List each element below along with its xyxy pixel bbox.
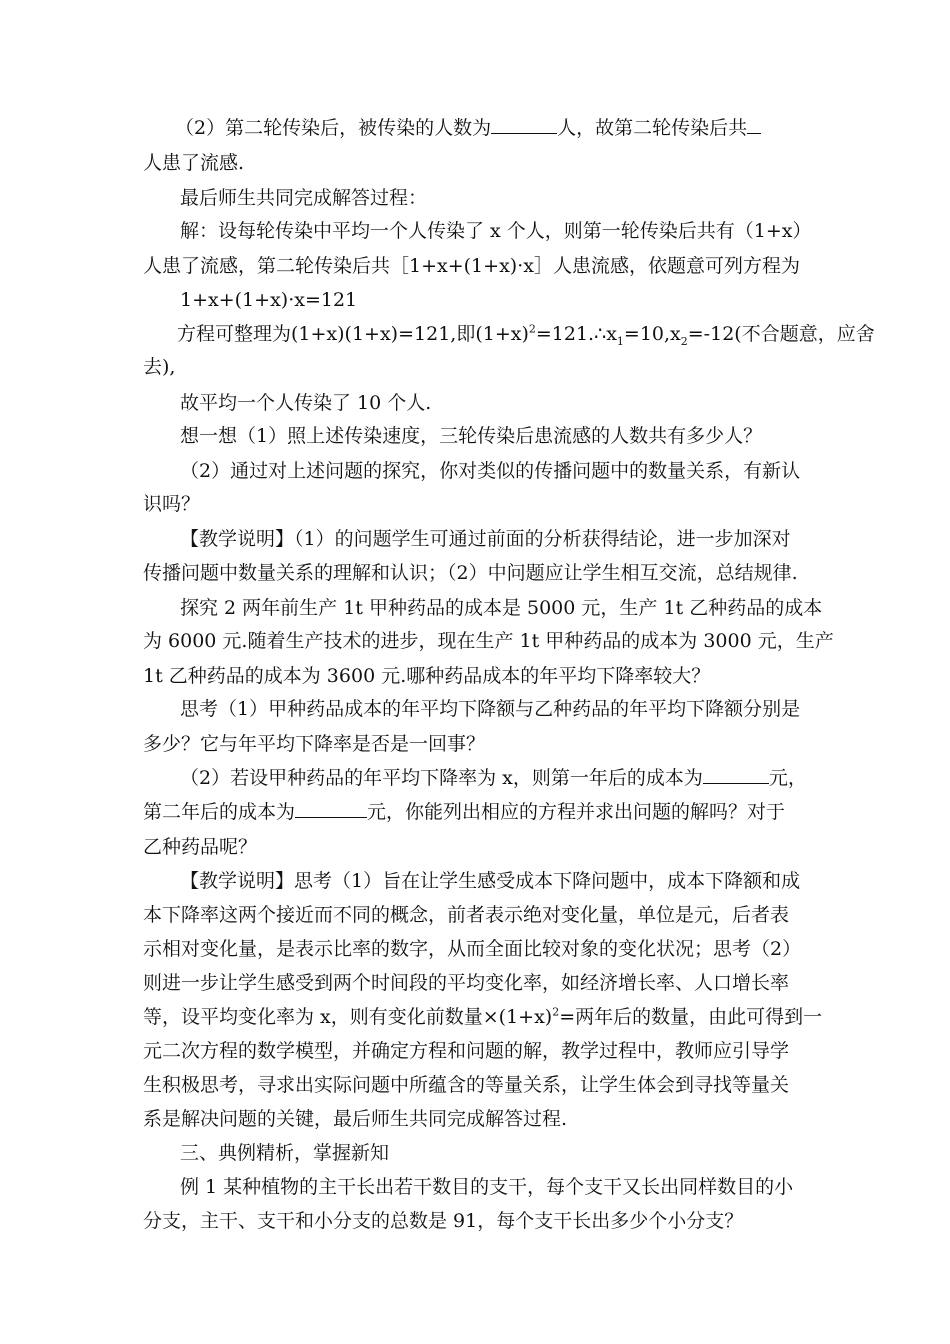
- section-heading: 三、典例精析，掌握新知: [180, 1142, 390, 1164]
- text-line: 【教学说明】思考（1）旨在让学生感受成本下降问题中，成本下降额和成: [180, 870, 801, 892]
- fill-in-blank: [491, 132, 557, 134]
- text-line: 1t 乙种药品的成本为 3600 元.哪种药品成本的年平均下降率较大？: [143, 665, 711, 687]
- text-line: 本下降率这两个接近而不同的概念，前者表示绝对变化量，单位是元，后者表: [143, 904, 790, 926]
- text-line: 探究 2 两年前生产 1t 甲种药品的成本是 5000 元，生产 1t 乙种药品的成本: [180, 597, 823, 619]
- text-line: 元二次方程的数学模型，并确定方程和问题的解，教学过程中，教师应引导学: [143, 1040, 790, 1062]
- text-line: 想一想（1）照上述传染速度，三轮传染后患流感的人数共有多少人？: [180, 425, 763, 447]
- text-line: 最后师生共同完成解答过程：: [180, 187, 428, 209]
- text-line: 人患了流感，第二轮传染后共［1+x+(1+x)·x］人患流感，依题意可列方程为: [143, 255, 800, 277]
- text-line: 例 1 某种植物的主干长出若干数目的支干，每个支干又长出同样数目的小: [180, 1176, 794, 1198]
- text-line: 生积极思考，寻求出实际问题中所蕴含的等量关系，让学生体会到寻找等量关: [143, 1074, 790, 1096]
- text-line: 则进一步让学生感受到两个时间段的平均变化率，如经济增长率、人口增长率: [143, 972, 790, 994]
- fill-in-blank: [295, 816, 367, 818]
- text-line: 识吗？: [143, 493, 201, 515]
- fill-in-blank: [747, 132, 761, 134]
- text-line: （2）通过对上述问题的探究，你对类似的传播问题中的数量关系，有新认: [180, 460, 801, 482]
- text-line: 第二年后的成本为 元，你能列出相应的方程并求出问题的解吗？对于: [143, 801, 786, 823]
- text-line: 方程可整理为(1+x)(1+x)=121,即$(1+x)^2=121.\therefore x_1=10,x_2=-12$(不合题意，应舍: [177, 322, 875, 348]
- text-line: 示相对变化量，是表示比率的数字，从而全面比较对象的变化状况；思考（2）: [143, 938, 802, 960]
- text-line: 乙种药品呢？: [143, 836, 258, 858]
- text-line: （2）若设甲种药品的年平均下降率为 x，则第一年后的成本为 元，: [180, 767, 807, 789]
- text-line: 等，设平均变化率为 x，则有变化前数量$\times(1+x)^2=$两年后的数量，由此可得到一: [143, 1005, 823, 1028]
- text-line: 【教学说明】（1）的问题学生可通过前面的分析获得结论，进一步加深对: [180, 528, 791, 550]
- text-line: 系是解决问题的关键，最后师生共同完成解答过程.: [143, 1108, 568, 1130]
- text-line: （2）第二轮传染后，被传染的人数为 人，故第二轮传染后共: [175, 116, 761, 140]
- text-line: 人患了流感.: [143, 152, 245, 174]
- text-line: 分支，主干、支干和小分支的总数是 91，每个支干长出多少个小分支？: [143, 1210, 744, 1232]
- text-line: 故平均一个人传染了 10 个人.: [180, 392, 432, 414]
- text-line: 去),: [143, 356, 176, 378]
- text-line: 传播问题中数量关系的理解和认识；（2）中问题应让学生相互交流，总结规律.: [143, 562, 798, 584]
- equation-line: 1+x+(1+x)·x=121: [180, 289, 358, 311]
- text-line: 思考（1）甲种药品成本的年平均下降额与乙种药品的年平均下降额分别是: [180, 698, 801, 720]
- text-line: 为 6000 元.随着生产技术的进步，现在生产 1t 甲种药品的成本为 3000 元，生产: [143, 630, 834, 652]
- fill-in-blank: [703, 782, 769, 784]
- text-line: 多少？它与年平均下降率是否是一回事？: [143, 733, 486, 755]
- text-line: 解：设每轮传染中平均一个人传染了 x 个人，则第一轮传染后共有（1+x）: [180, 220, 812, 242]
